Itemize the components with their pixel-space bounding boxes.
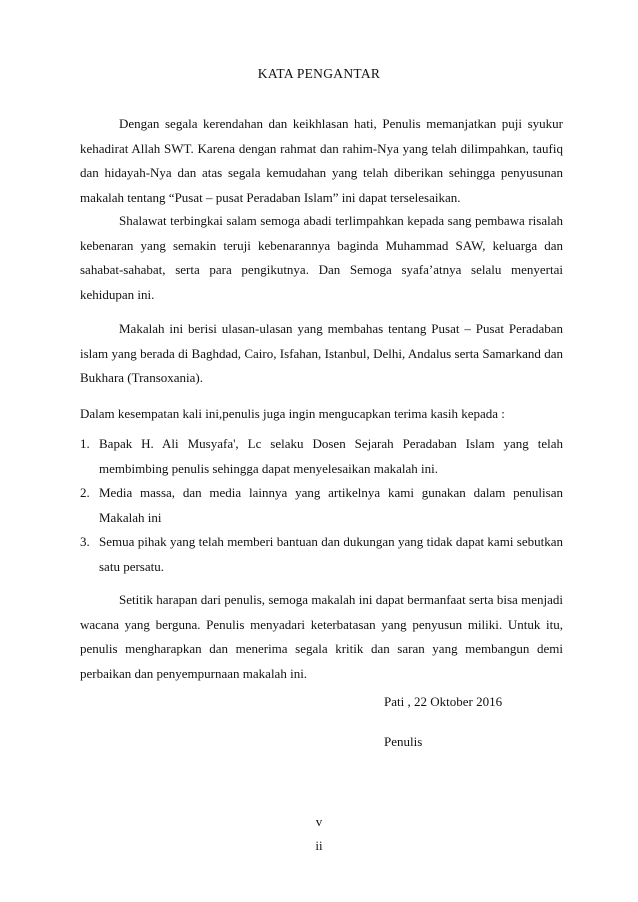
list-item xyxy=(80,432,563,481)
list-item-number: 1. xyxy=(80,436,90,451)
list-item xyxy=(80,481,563,530)
roman-page-number: v xyxy=(315,814,323,829)
paragraph-closing: Setitik harapan dari penulis, semoga makalah ini dapat bermanfaat serta bisa menjadi wacana yang berguna. Penulis menyadari keterbatasan yang penyusun miliki. Untuk itu, penulis mengharapkan dan menerima segala kritik dan saran yang membangun demi perbaikan dan penyempurnaan makalah ini. xyxy=(80,592,563,681)
thanks-list xyxy=(80,432,563,579)
paragraph-intro: Dengan segala kerendahan dan keikhlasan hati, Penulis memanjatkan puji syukur kehadirat Allah SWT. Karena dengan rahmat dan rahim-Nya yang telah dilimpahkan, taufiq dan hidayah-Nya dan atas segala kemudahan yang telah diberikan sehingga penyusunan makalah tentang “Pusat – pusat Peradaban Islam” ini dapat terselesaikan. xyxy=(80,116,563,205)
list-item-text: Media massa, dan media lainnya yang artikelnya kami gunakan dalam penulisan Makalah ini xyxy=(99,485,563,525)
page-title: KATA PENGANTAR xyxy=(257,66,381,81)
list-item-text: Semua pihak yang telah memberi bantuan dan dukungan yang tidak dapat kami sebutkan satu persatu. xyxy=(99,534,563,574)
paragraph-contents: Makalah ini berisi ulasan-ulasan yang membahas tentang Pusat – Pusat Peradaban islam yang berada di Baghdad, Cairo, Isfahan, Istanbul, Delhi, Andalus serta Samarkand dan Bukhara (Transoxania). xyxy=(80,321,563,385)
list-item-number: 2. xyxy=(80,485,90,500)
list-item xyxy=(80,530,563,579)
paragraph-thanks-intro: Dalam kesempatan kali ini,penulis juga ingin mengucapkan terima kasih kepada : xyxy=(80,406,505,421)
author-signature: Penulis xyxy=(384,734,423,749)
page-number: ii xyxy=(315,838,323,853)
list-item-number: 3. xyxy=(80,534,90,549)
list-item-text: Bapak H. Ali Musyafa', Lc selaku Dosen Sejarah Peradaban Islam yang telah membimbing penulis sehingga dapat menyelesaikan makalah ini. xyxy=(99,436,563,476)
paragraph-shalawat: Shalawat terbingkai salam semoga abadi terlimpahkan kepada sang pembawa risalah kebenaran yang semakin teruji kebenarannya baginda Muhammad SAW, keluarga dan sahabat-sahabat, serta para pengikutnya. Dan Semoga syafa’atnya selalu menyertai kehidupan ini. xyxy=(80,213,563,302)
place-date: Pati , 22 Oktober 2016 xyxy=(384,694,503,709)
